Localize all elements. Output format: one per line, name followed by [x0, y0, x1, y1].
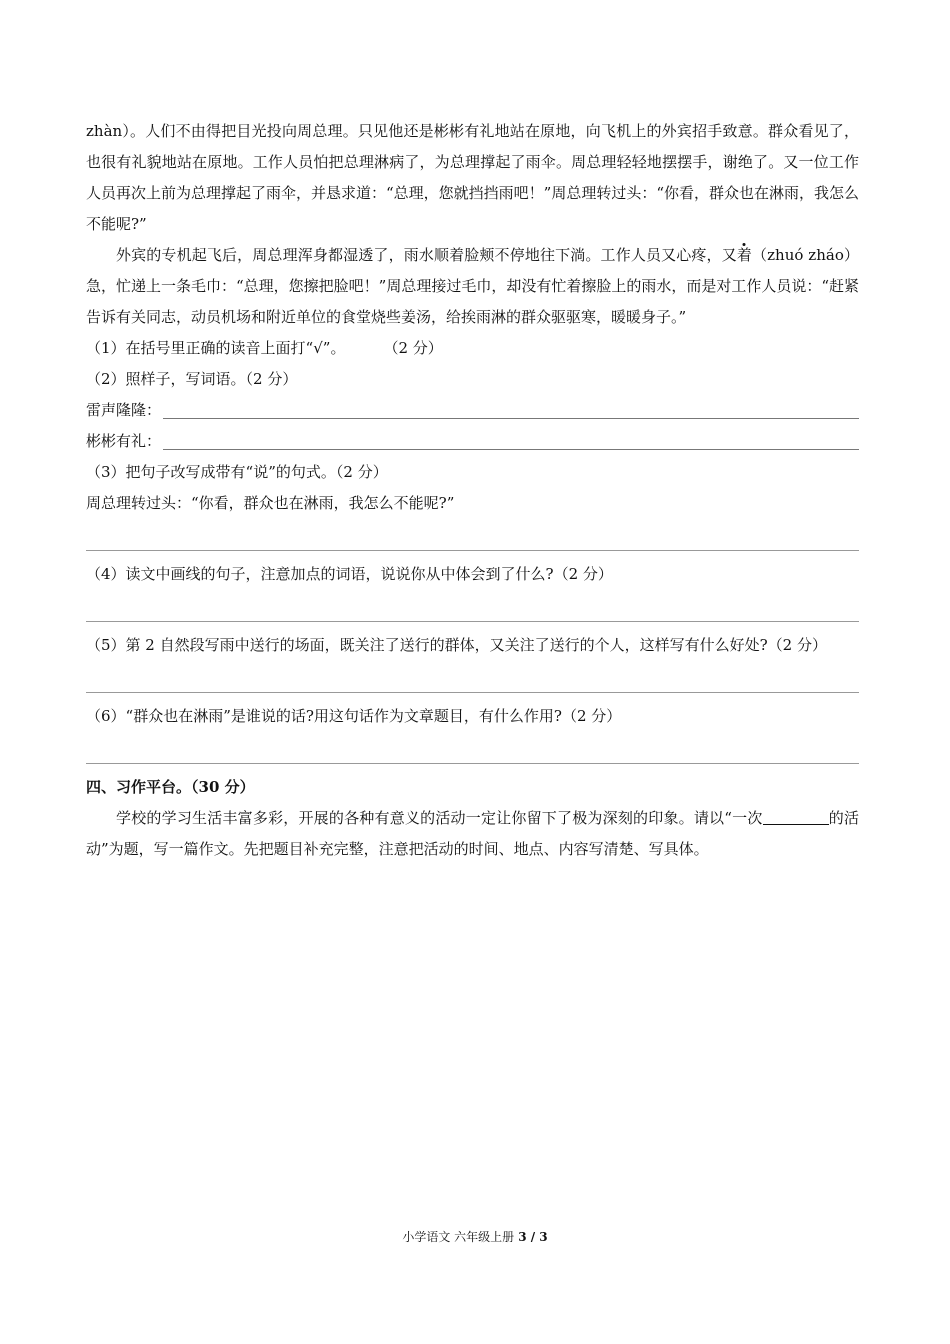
fill-label-2: 彬彬有礼： [86, 432, 162, 450]
question-5: （5）第 2 自然段写雨中送行的场面，既关注了送行的群体，又关注了送行的个人，这样写有什么好处?（2 分） [86, 636, 827, 654]
question-3: （3）把句子改写成带有“说”的句式。（2 分） [86, 463, 388, 481]
question-2: （2）照样子，写词语。（2 分） [86, 370, 298, 388]
section-4-body-after: 的活动”为题，写一篇作文。先把题目补充完整，注意把活动的时间、地点、内容写清楚、写具体。 [86, 809, 859, 858]
answer-line-6[interactable] [86, 732, 859, 764]
section-4-body [86, 803, 859, 865]
fill-row-1 [86, 395, 859, 426]
question-6: （6）“群众也在淋雨”是谁说的话?用这句话作为文章题目，有什么作用?（2 分） [86, 707, 622, 725]
footer-text: 小学语文 六年级上册 [402, 1230, 515, 1244]
page-footer [0, 1228, 950, 1246]
fill-line-1[interactable] [163, 418, 859, 419]
answer-line-5[interactable] [86, 661, 859, 693]
fill-line-2[interactable] [163, 449, 859, 450]
title-blank[interactable] [763, 806, 829, 825]
question-4: （4）读文中画线的句子，注意加点的词语，说说你从中体会到了什么?（2 分） [86, 565, 613, 583]
worksheet-content [86, 116, 859, 865]
section-4-body-before: 学校的学习生活丰富多彩，开展的各种有意义的活动一定让你留下了极为深刻的印象。请以“一次 [116, 809, 763, 827]
passage-paragraph-2 [86, 240, 859, 333]
answer-line-3[interactable] [86, 519, 859, 551]
question-1-score: （2 分） [383, 339, 443, 357]
fill-row-2 [86, 426, 859, 457]
fill-label-1: 雷声隆隆： [86, 401, 162, 419]
section-4-title: 四、习作平台。（30 分） [86, 778, 255, 796]
passage-paragraph-1: zhàn）。人们不由得把目光投向周总理。只见他还是彬彬有礼地站在原地，向飞机上的外宾招手致意。群众看见了，也很有礼貌地站在原地。工作人员怕把总理淋病了，为总理撑起了雨伞。周总理轻轻地摆摆手，谢绝了。又一位工作人员再次上前为总理撑起了雨伞，并恳求道：“总理，您就挡挡雨吧！”周总理转过头：“你看，群众也在淋雨，我怎么不能呢?” [86, 122, 860, 233]
question-1 [86, 333, 859, 364]
question-3-sentence: 周总理转过头：“你看，群众也在淋雨，我怎么不能呢?” [86, 494, 455, 512]
answer-line-4[interactable] [86, 590, 859, 622]
dotted-character: 着 [736, 246, 752, 264]
question-1-text: （1）在括号里正确的读音上面打“√”。 [86, 339, 346, 357]
passage-paragraph-2-before: 外宾的专机起飞后，周总理浑身都湿透了，雨水顺着脸颊不停地往下淌。工作人员又心疼，又 [116, 246, 737, 264]
passage-paragraph-2-after: （zhuó zháo）急，忙递上一条毛巾：“总理，您擦把脸吧！”周总理接过毛巾，却没有忙着擦脸上的雨水，而是对工作人员说：“赶紧告诉有关同志，动员机场和附近单位的食堂烧些姜汤，给挨雨淋的群众驱驱寒，暖暖身子。” [86, 246, 860, 326]
page-number: 3 / 3 [518, 1230, 548, 1244]
